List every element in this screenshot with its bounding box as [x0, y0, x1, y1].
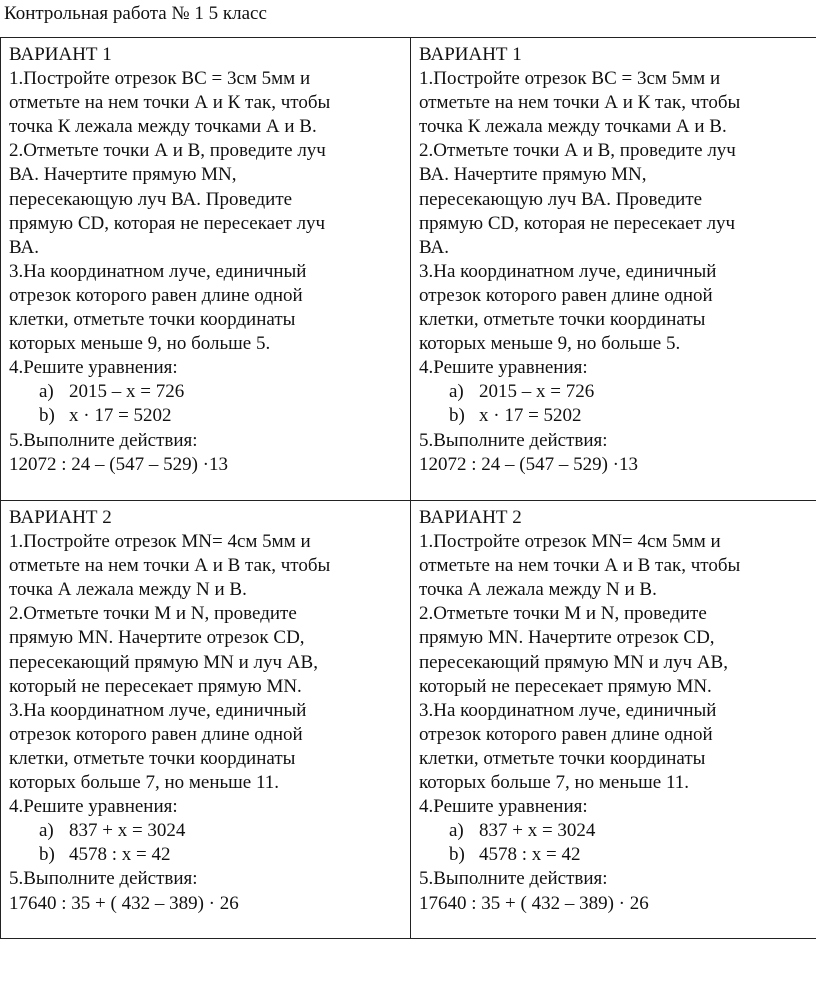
variant1-cell-right [411, 38, 816, 501]
task1-text-line: 1.Постройте отрезок ВС = 3см 5мм и [9, 68, 311, 90]
task4-title: 4.Решите уравнения: [9, 357, 178, 379]
task5-title: 5.Выполните действия: [9, 429, 198, 451]
task2-text-line: пересекающий прямую MN и луч АВ, [419, 651, 728, 673]
task2-text-line: ВА. Начертите прямую MN, [419, 164, 647, 186]
variant1-row [1, 38, 816, 501]
task5-expression: 17640 : 35 + ( 432 – 389) · 26 [9, 892, 239, 914]
task3-text-line: отрезок которого равен длине одной [419, 723, 713, 745]
equation-text: x · 17 = 5202 [69, 405, 172, 427]
equation-item [419, 380, 813, 404]
task2-text-line: который не пересекает прямую MN. [419, 675, 712, 697]
task3-text-line: клетки, отметьте точки координаты [9, 309, 296, 331]
equation-item [419, 819, 813, 843]
equation-text: 837 + x = 3024 [479, 820, 596, 842]
variant-title: ВАРИАНТ 2 [9, 507, 112, 529]
equations-list [9, 819, 404, 867]
equation-text: 2015 – x = 726 [69, 381, 185, 403]
task5-expression: 12072 : 24 – (547 – 529) ·13 [419, 453, 639, 475]
task2-text-line: прямую CD, которая не пересекает луч [9, 212, 326, 234]
equation-text: 2015 – x = 726 [479, 381, 595, 403]
task3-text-line: клетки, отметьте точки координаты [419, 309, 706, 331]
task1-text-line: отметьте на нем точки А и В так, чтобы [419, 555, 741, 577]
task3-text-line: отрезок которого равен длине одной [9, 723, 303, 745]
task3-text-line: 3.На координатном луче, единичный [9, 699, 307, 721]
variant-title: ВАРИАНТ 2 [419, 507, 522, 529]
task1-text-line: точка А лежала между N и В. [419, 579, 657, 601]
task1-text-line: точка К лежала между точками А и В. [419, 116, 727, 138]
equation-marker: b) [39, 405, 55, 427]
variants-table [0, 37, 816, 939]
equation-marker: b) [449, 405, 465, 427]
task1-text-line: 1.Постройте отрезок ВС = 3см 5мм и [419, 68, 721, 90]
variant2-cell-left [1, 501, 411, 939]
task2-text-line: пересекающий прямую MN и луч АВ, [9, 651, 318, 673]
equation-marker: a) [449, 820, 464, 842]
task2-text-line: прямую CD, которая не пересекает луч [419, 212, 736, 234]
equation-text: 4578 : x = 42 [69, 844, 171, 866]
task5-title: 5.Выполните действия: [419, 429, 608, 451]
task3-text-line: клетки, отметьте точки координаты [419, 747, 706, 769]
variant1-cell-left [1, 38, 411, 501]
task1-text-line: отметьте на нем точки А и К так, чтобы [419, 92, 741, 114]
equation-item [9, 404, 404, 428]
task3-text-line: которых больше 7, но меньше 11. [9, 772, 280, 794]
task4-title: 4.Решите уравнения: [419, 357, 588, 379]
task3-text-line: которых больше 7, но меньше 11. [419, 772, 690, 794]
task5-title: 5.Выполните действия: [419, 868, 608, 890]
task3-text-line: клетки, отметьте точки координаты [9, 747, 296, 769]
equation-marker: b) [39, 844, 55, 866]
task3-text-line: отрезок которого равен длине одной [419, 284, 713, 306]
task2-text-line: 2.Отметьте точки А и В, проведите луч [9, 140, 326, 162]
variant2-cell-right [411, 501, 816, 939]
equations-list [419, 819, 813, 867]
variant-title: ВАРИАНТ 1 [9, 44, 112, 65]
equation-text: 837 + x = 3024 [69, 820, 186, 842]
task2-text-line: 2.Отметьте точки А и В, проведите луч [419, 140, 736, 162]
equation-item [419, 843, 813, 867]
variant2-row [1, 501, 816, 939]
variant-title: ВАРИАНТ 1 [419, 44, 522, 65]
equation-marker: b) [449, 844, 465, 866]
task1-text-line: 1.Постройте отрезок MN= 4см 5мм и [419, 531, 721, 553]
task2-text-line: 2.Отметьте точки М и N, проведите [419, 603, 707, 625]
task2-text-line: прямую MN. Начертите отрезок CD, [9, 627, 305, 649]
task5-title: 5.Выполните действия: [9, 868, 198, 890]
equations-list [419, 380, 813, 428]
task2-text-line: ВА. [9, 236, 39, 258]
equation-text: x · 17 = 5202 [479, 405, 582, 427]
task5-expression: 17640 : 35 + ( 432 – 389) · 26 [419, 892, 649, 914]
task3-text-line: 3.На координатном луче, единичный [419, 699, 717, 721]
task2-text-line: который не пересекает прямую MN. [9, 675, 302, 697]
equation-item [419, 404, 813, 428]
equation-marker: a) [39, 820, 54, 842]
equations-list [9, 380, 404, 428]
task3-text-line: 3.На координатном луче, единичный [9, 260, 307, 282]
equation-item [9, 843, 404, 867]
task3-text-line: отрезок которого равен длине одной [9, 284, 303, 306]
equation-item [9, 380, 404, 404]
task1-text-line: отметьте на нем точки А и К так, чтобы [9, 92, 331, 114]
task2-text-line: пересекающую луч ВА. Проведите [419, 188, 703, 210]
task3-text-line: которых меньше 9, но больше 5. [9, 333, 271, 355]
task2-text-line: ВА. [419, 236, 449, 258]
task5-expression: 12072 : 24 – (547 – 529) ·13 [9, 453, 229, 475]
equation-item [9, 819, 404, 843]
task1-text-line: отметьте на нем точки А и В так, чтобы [9, 555, 331, 577]
task3-text-line: которых меньше 9, но больше 5. [419, 333, 681, 355]
task3-text-line: 3.На координатном луче, единичный [419, 260, 717, 282]
task4-title: 4.Решите уравнения: [9, 796, 178, 818]
task2-text-line: ВА. Начертите прямую MN, [9, 164, 237, 186]
task2-text-line: прямую MN. Начертите отрезок CD, [419, 627, 715, 649]
task1-text-line: точка А лежала между N и В. [9, 579, 247, 601]
task1-text-line: 1.Постройте отрезок MN= 4см 5мм и [9, 531, 311, 553]
task1-text-line: точка К лежала между точками А и В. [9, 116, 317, 138]
task2-text-line: 2.Отметьте точки М и N, проведите [9, 603, 297, 625]
equation-text: 4578 : x = 42 [479, 844, 581, 866]
task4-title: 4.Решите уравнения: [419, 796, 588, 818]
task2-text-line: пересекающую луч ВА. Проведите [9, 188, 293, 210]
document-title: Контрольная работа № 1 5 класс [4, 3, 267, 24]
equation-marker: a) [39, 381, 54, 403]
equation-marker: a) [449, 381, 464, 403]
